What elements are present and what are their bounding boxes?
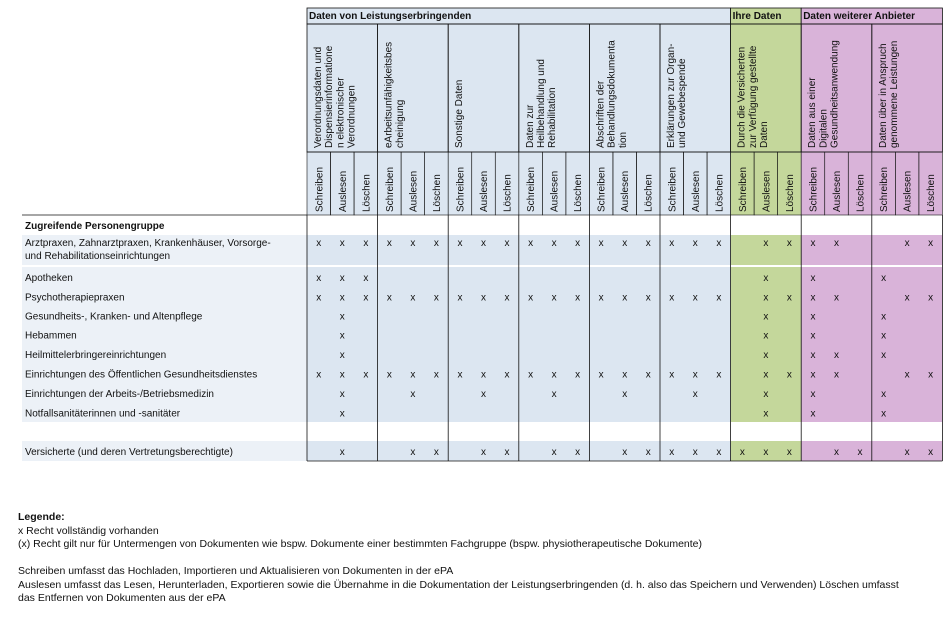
body-cell-bg <box>660 403 731 422</box>
access-mark: x <box>810 330 816 342</box>
access-mark: x <box>551 292 557 304</box>
access-mark: x <box>481 369 486 381</box>
access-mark: x <box>339 292 345 304</box>
access-mark: x <box>363 238 369 249</box>
access-mark: x <box>904 369 910 381</box>
access-mark: x <box>904 447 910 458</box>
body-cell-bg <box>660 325 731 344</box>
body-cell-bg <box>589 306 660 325</box>
body-cell-bg <box>731 422 802 441</box>
body-cell-bg <box>660 267 731 287</box>
body-cell-bg <box>519 267 590 287</box>
access-mark: x <box>481 447 486 458</box>
access-mark: x <box>339 311 345 323</box>
row-label: Psychotherapiepraxen <box>25 292 125 304</box>
row-label: Heilmittelerbringereinrichtungen <box>25 350 167 361</box>
access-mark: x <box>834 350 839 361</box>
access-mark: x <box>528 238 534 249</box>
access-mark: x <box>457 369 463 381</box>
access-mark: x <box>669 238 675 249</box>
access-mark: x <box>763 447 769 458</box>
access-mark: x <box>339 273 345 284</box>
category-label: Daten aus einer <box>807 77 819 148</box>
access-mark: x <box>810 238 816 249</box>
access-mark: x <box>339 350 345 361</box>
action-label: Auslesen <box>620 170 632 212</box>
category-label: und Gewebespende <box>677 58 689 148</box>
body-cell-bg <box>519 325 590 344</box>
access-mark: x <box>834 292 839 304</box>
access-mark: x <box>598 238 604 249</box>
access-mark: x <box>316 238 322 249</box>
action-label: Schreiben <box>596 166 608 212</box>
access-mark: x <box>739 447 745 458</box>
body-cell-bg <box>519 422 590 441</box>
action-label: Schreiben <box>808 166 820 212</box>
category-label: Sonstige Daten <box>454 79 466 148</box>
action-label: Schreiben <box>737 166 749 212</box>
access-mark: x <box>669 447 675 458</box>
access-mark: x <box>575 238 581 249</box>
category-label: Verordnungsdaten und <box>313 46 324 148</box>
action-label: Auslesen <box>479 170 490 212</box>
access-mark: x <box>834 369 839 381</box>
access-mark: x <box>598 369 604 381</box>
access-mark: x <box>904 238 910 249</box>
access-mark: x <box>786 238 792 249</box>
category-label: Daten zur <box>524 104 536 148</box>
access-mark: x <box>410 447 416 458</box>
access-mark: x <box>716 369 722 381</box>
access-mark: x <box>810 311 816 323</box>
category-label: Digitalen <box>818 109 830 148</box>
category-label: Verordnungen <box>346 85 358 148</box>
row-label: Gesundheits-, Kranken- und Altenpflege <box>25 311 203 323</box>
access-mark: x <box>834 238 839 249</box>
body-cell-bg <box>589 403 660 422</box>
access-mark: x <box>881 389 887 400</box>
access-mark: x <box>481 389 486 400</box>
access-mark: x <box>881 350 887 361</box>
access-mark: x <box>928 292 934 304</box>
category-label: Behandlungsdokumenta <box>606 40 618 148</box>
legend-line-entfernen: das Entfernen von Dokumenten aus der ePA <box>18 592 226 604</box>
access-mark: x <box>316 292 322 304</box>
access-mark: x <box>528 369 534 381</box>
access-mark: x <box>645 369 651 381</box>
action-label: Löschen <box>431 174 443 212</box>
body-cell-bg <box>519 306 590 325</box>
access-mark: x <box>551 238 557 249</box>
access-mark: x <box>786 369 792 381</box>
access-mark: x <box>763 350 769 361</box>
action-label: Schreiben <box>455 166 467 212</box>
access-mark: x <box>834 447 839 458</box>
access-mark: x <box>551 447 557 458</box>
row-label: Arztpraxen, Zahnarztpraxen, Krankenhäuser, Vorsorge- <box>25 238 271 249</box>
category-label: Gesundheitsanwendung <box>829 40 841 148</box>
body-cell-bg <box>307 422 378 441</box>
access-mark: x <box>881 408 887 420</box>
access-mark: x <box>692 389 698 400</box>
access-mark: x <box>810 292 816 304</box>
row-label: Versicherte (und deren Vertretungsberechtigte) <box>25 447 233 458</box>
access-mark: x <box>339 330 345 342</box>
category-label: Heilbehandlung und <box>536 59 547 148</box>
access-mark: x <box>622 447 628 458</box>
legend <box>18 511 899 606</box>
action-label: Auslesen <box>761 170 773 212</box>
action-label: Löschen <box>714 174 726 212</box>
access-mark: x <box>622 369 628 381</box>
access-mark: x <box>457 238 463 249</box>
body-cell-bg <box>589 422 660 441</box>
body-cell-bg <box>448 422 519 441</box>
action-label: Schreiben <box>526 166 538 212</box>
access-mark: x <box>363 292 369 304</box>
access-mark: x <box>433 369 439 381</box>
access-mark: x <box>386 238 392 249</box>
legend-spacer <box>18 552 899 566</box>
body-cell-bg <box>448 344 519 364</box>
access-mark: x <box>339 369 345 381</box>
action-label: Auslesen <box>832 170 843 212</box>
category-label: Daten über in Anspruch <box>877 43 889 148</box>
body-cell-bg <box>872 422 943 441</box>
body-cell-bg <box>589 267 660 287</box>
body-cell-bg <box>519 344 590 364</box>
access-mark: x <box>692 369 698 381</box>
access-mark: x <box>763 311 769 323</box>
access-mark: x <box>433 447 439 458</box>
access-mark: x <box>645 238 651 249</box>
action-label: Auslesen <box>690 170 702 212</box>
access-mark: x <box>386 369 392 381</box>
access-mark: x <box>810 273 816 284</box>
category-label: Durch die Versicherten <box>736 46 748 148</box>
category-label: tion <box>617 131 629 148</box>
group-header-label: Daten weiterer Anbieter <box>803 11 916 22</box>
access-mark: x <box>622 238 628 249</box>
access-mark: x <box>763 273 769 284</box>
access-mark: x <box>928 369 934 381</box>
group-header-label: Daten von Leistungserbringenden <box>309 11 472 22</box>
access-mark: x <box>528 292 534 304</box>
access-mark: x <box>857 447 863 458</box>
action-label: Auslesen <box>902 170 914 212</box>
body-cell-bg <box>801 422 872 441</box>
access-mark: x <box>504 447 510 458</box>
access-mark: x <box>386 292 392 304</box>
action-label: Auslesen <box>337 170 349 212</box>
access-mark: x <box>928 447 934 458</box>
body-cell-bg <box>519 403 590 422</box>
body-cell-bg <box>378 344 449 364</box>
action-label: Löschen <box>361 174 373 212</box>
access-mark: x <box>810 389 816 400</box>
action-label: Auslesen <box>549 170 561 212</box>
action-label: Schreiben <box>667 166 679 212</box>
access-mark: x <box>763 389 769 400</box>
body-cell-bg <box>660 306 731 325</box>
access-mark: x <box>645 292 651 304</box>
body-cell-bg <box>378 325 449 344</box>
body-cell-bg <box>448 306 519 325</box>
access-mark: x <box>763 292 769 304</box>
legend-line-auslesen: Auslesen umfasst das Lesen, Herunterladen, Exportieren sowie die Übernahme in die Dokumentation der Leistungserbringenden (d. h. also das Speichern und Verwenden) Löschen umfasst <box>18 578 899 591</box>
access-mark: x <box>786 292 792 304</box>
body-cell-bg <box>378 306 449 325</box>
access-mark: x <box>481 238 486 249</box>
access-mark: x <box>786 447 792 458</box>
access-mark: x <box>763 238 769 249</box>
access-mark: x <box>904 292 910 304</box>
body-cell-bg <box>589 344 660 364</box>
access-mark: x <box>410 238 416 249</box>
access-mark: x <box>339 447 345 458</box>
access-mark: x <box>575 292 581 304</box>
access-mark: x <box>928 238 934 249</box>
access-mark: x <box>598 292 604 304</box>
category-label: eArbeitsunfähigkeitsbes <box>383 41 395 148</box>
action-label: Löschen <box>643 174 655 212</box>
access-mark: x <box>716 447 722 458</box>
row-label: Einrichtungen der Arbeits-/Betriebsmedizin <box>25 389 214 400</box>
row-label: Hebammen <box>25 330 77 342</box>
access-mark: x <box>763 369 769 381</box>
access-mark: x <box>881 330 887 342</box>
access-mark: x <box>716 292 722 304</box>
access-mark: x <box>316 369 322 381</box>
row-label: Apotheken <box>25 273 73 284</box>
access-mark: x <box>339 408 345 420</box>
legend-line-partial-right: (x) Recht gilt nur für Untermengen von Dokumenten wie bspw. Dokumente einer bestimmten Fachgruppe (bspw. physiotherapeutische Dokumente) <box>18 538 703 550</box>
access-mark: x <box>551 389 557 400</box>
access-mark: x <box>669 292 675 304</box>
body-cell-bg <box>589 325 660 344</box>
category-label: zur Verfügung gestellte <box>747 45 759 148</box>
body-cell-bg <box>448 403 519 422</box>
body-cell-bg <box>448 325 519 344</box>
access-mark: x <box>692 238 698 249</box>
access-mark: x <box>504 238 510 249</box>
access-mark: x <box>410 292 416 304</box>
action-label: Löschen <box>855 174 867 212</box>
access-mark: x <box>433 292 439 304</box>
access-mark: x <box>363 273 369 284</box>
category-label: Erklärungen zur Organ- <box>666 43 677 148</box>
body-cell-bg <box>378 422 449 441</box>
body-cell-bg <box>660 344 731 364</box>
access-mark: x <box>810 369 816 381</box>
access-mark: x <box>645 447 651 458</box>
access-mark: x <box>316 273 322 284</box>
access-mark: x <box>504 369 510 381</box>
access-mark: x <box>763 408 769 420</box>
category-label: Dispensierinformatione <box>324 45 336 148</box>
access-mark: x <box>692 292 698 304</box>
access-mark: x <box>575 447 581 458</box>
access-mark: x <box>363 369 369 381</box>
access-mark: x <box>622 292 628 304</box>
access-mark: x <box>622 389 628 400</box>
access-mark: x <box>457 292 463 304</box>
action-label: Löschen <box>784 174 796 212</box>
category-label: Rehabilitation <box>547 87 559 148</box>
body-cell-bg <box>660 422 731 441</box>
access-mark: x <box>339 389 345 400</box>
body-cell-bg <box>378 403 449 422</box>
access-mark: x <box>410 369 416 381</box>
access-mark: x <box>810 408 816 420</box>
access-mark: x <box>810 350 816 361</box>
access-mark: x <box>575 369 581 381</box>
action-label: Auslesen <box>408 170 420 212</box>
access-mark: x <box>669 369 675 381</box>
body-cell-bg <box>378 267 449 287</box>
row-label: Notfallsanitäterinnen und -sanitäter <box>25 408 181 420</box>
action-label: Schreiben <box>879 166 891 212</box>
legend-line-full-right: x Recht vollständig vorhanden <box>18 524 159 537</box>
access-mark: x <box>551 369 557 381</box>
access-mark: x <box>716 238 722 249</box>
access-mark: x <box>504 292 510 304</box>
row-label: und Rehabilitationseinrichtungen <box>25 251 171 262</box>
category-label: Abschriften der <box>595 80 607 148</box>
group-header-label: Ihre Daten <box>732 11 782 22</box>
rows-header: Zugreifende Personengruppe <box>25 221 165 232</box>
legend-line-schreiben: Schreiben umfasst das Hochladen, Importieren und Aktualisieren von Dokumenten in der ePA <box>18 565 454 577</box>
action-label: Löschen <box>502 174 514 212</box>
category-label: cheinigung <box>394 99 406 148</box>
body-cell-bg <box>448 267 519 287</box>
category-label: genommene Leistungen <box>889 40 900 148</box>
row-label: Einrichtungen des Öffentlichen Gesundheitsdienstes <box>25 369 258 381</box>
access-mark: x <box>433 238 439 249</box>
category-label: Daten <box>759 121 770 148</box>
category-label: n elektronischer <box>335 77 347 148</box>
legend-title: Legende: <box>18 511 65 523</box>
access-mark: x <box>481 292 486 304</box>
access-mark: x <box>881 273 887 284</box>
action-label: Löschen <box>573 174 585 212</box>
access-mark: x <box>692 447 698 458</box>
access-mark: x <box>410 389 416 400</box>
action-label: Schreiben <box>314 166 326 212</box>
access-mark: x <box>339 238 345 249</box>
access-mark: x <box>881 311 887 323</box>
action-label: Löschen <box>926 174 938 212</box>
access-mark: x <box>763 330 769 342</box>
action-label: Schreiben <box>384 166 396 212</box>
